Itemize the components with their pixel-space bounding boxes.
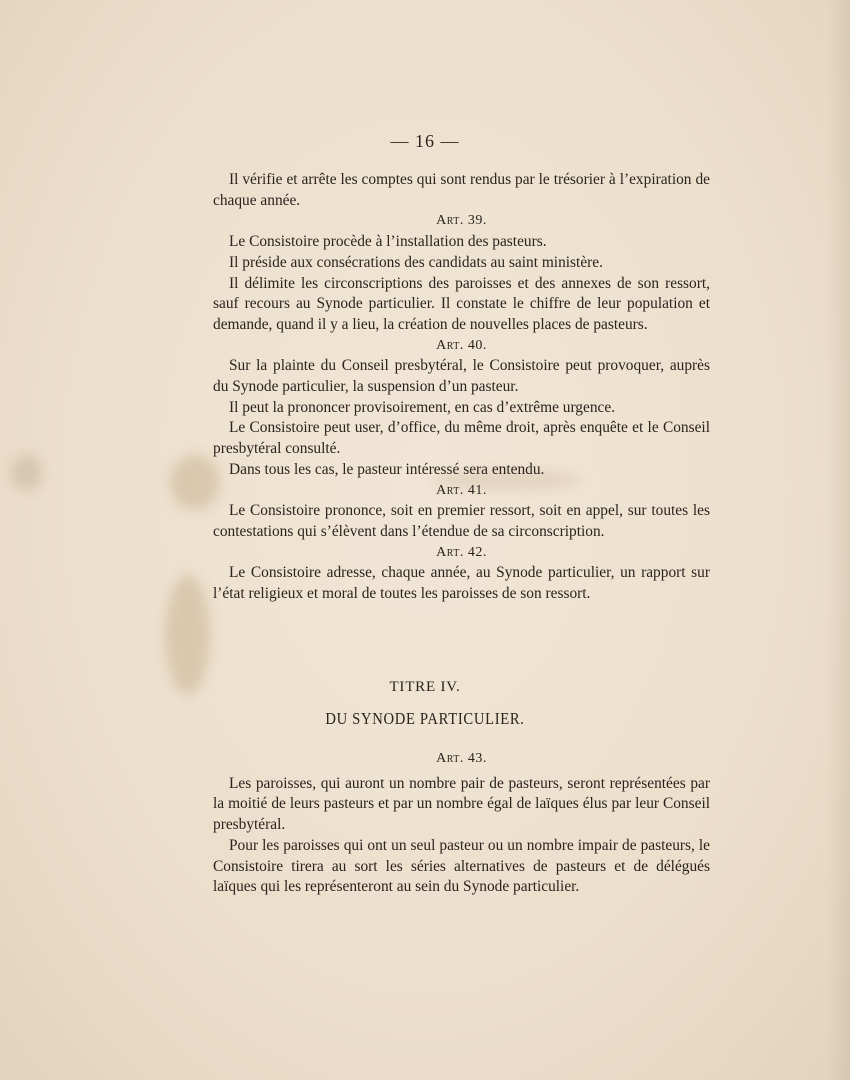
paragraph: Les paroisses, qui auront un nombre pair de pasteurs, seront représentées par la moitié de leurs pasteurs et par un nombre égal de laïques élus par leur Conseil presbytéral.	[213, 774, 710, 834]
paragraph: Il peut la prononcer provisoirement, en cas d’extrême urgence.	[229, 398, 616, 416]
paragraph: Il préside aux consécrations des candidats au saint ministère.	[229, 253, 603, 271]
paragraph: Pour les paroisses qui ont un seul pasteur ou un nombre impair de pasteurs, le Consistoire tirera au sort les séries alternatives de pasteurs et de délégués laïques qui les représenteront au sein du Synode particulier.	[213, 836, 710, 896]
page-edge-shadow	[828, 0, 850, 1080]
titre-heading: DU SYNODE PARTICULIER.	[325, 709, 525, 728]
page-number: — 16 —	[390, 131, 460, 151]
paragraph: Il vérifie et arrête les comptes qui sont rendus par le trésorier à l’expiration de chaque année.	[213, 171, 710, 209]
section-body-1	[213, 170, 710, 605]
paper-stain	[12, 455, 42, 490]
paragraph: Le Consistoire peut user, d’office, du même droit, après enquête et le Conseil presbytéral consulté.	[213, 419, 710, 458]
titre-label: TITRE IV.	[389, 679, 461, 695]
article-heading-label: Art. 40.	[436, 337, 487, 353]
paragraph: Le Consistoire adresse, chaque année, au Synode particulier, un rapport sur l’état religieux et moral de toutes les paroisses de son ressort.	[213, 564, 710, 603]
section-body-2	[213, 749, 710, 898]
article-heading-label: Art. 42.	[436, 544, 487, 560]
article-heading	[213, 481, 710, 502]
paragraph: Sur la plainte du Conseil presbytéral, le Consistoire peut provoquer, auprès du Synode particulier, la suspension d’un pasteur.	[213, 357, 710, 396]
article-heading	[213, 749, 710, 770]
article-heading	[213, 336, 710, 357]
paragraph: Le Consistoire prononce, soit en premier ressort, soit en appel, sur toutes les contestations qui s’élèvent dans l’étendue de sa circonscription.	[213, 502, 710, 540]
article-heading-label: Art. 39.	[436, 213, 487, 229]
article-heading	[213, 543, 710, 564]
paragraph: Il délimite les circonscriptions des paroisses et des annexes de son ressort, sauf recours au Synode particulier. Il constate le chiffre de leur population et demande, quand il y a lieu, la création de nouvelles places de pasteurs.	[213, 274, 710, 333]
paragraph: Dans tous les cas, le pasteur intéressé sera entendu.	[229, 460, 545, 478]
paragraph: Le Consistoire procède à l’installation des pasteurs.	[229, 233, 547, 251]
article-heading-label: Art. 43.	[436, 751, 487, 766]
article-heading-label: Art. 41.	[436, 482, 487, 498]
paper-stain	[165, 575, 210, 695]
article-heading	[213, 211, 710, 232]
